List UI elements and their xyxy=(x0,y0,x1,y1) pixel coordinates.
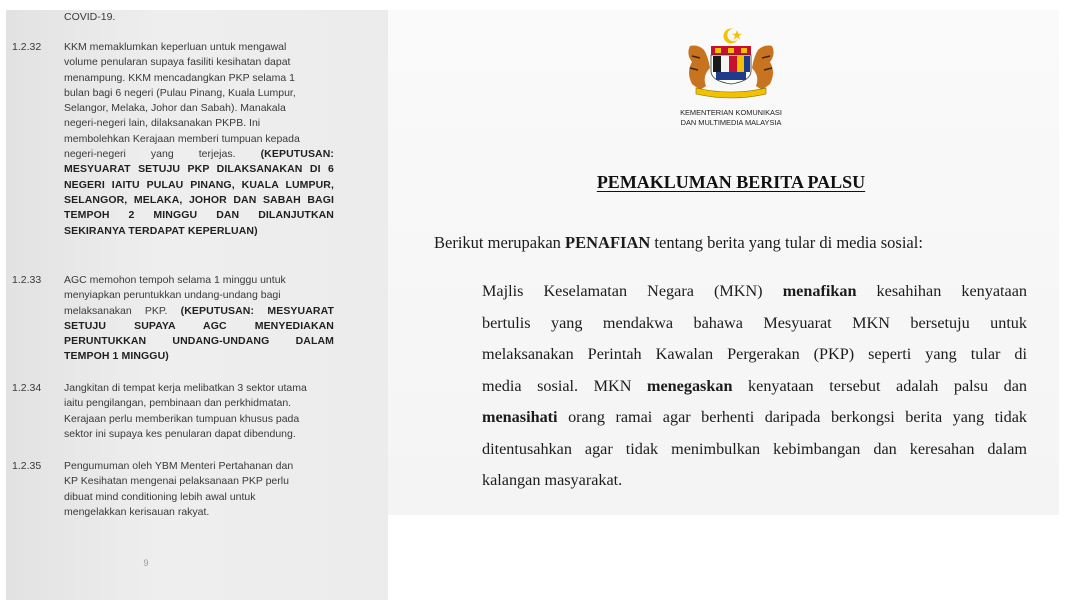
item-number: 1.2.33 xyxy=(12,274,42,286)
notice-heading: PEMAKLUMAN BERITA PALSU xyxy=(596,172,866,192)
item-number: 1.2.32 xyxy=(12,41,42,53)
item-text: Jangkitan di tempat kerja melibatkan 3 sektor utama iaitu pengilangan, pembinaan dan perkhidmatan. Kerajaan perlu memberikan tumpuan khusus pada sektor ini supaya kes penularan dapat dibendung. xyxy=(64,382,307,440)
malaysia-coat-of-arms-icon xyxy=(676,26,786,100)
item-text: AGC memohon tempoh selama 1 minggu untuk menyiapkan peruntukkan undang-undang bagi melaksanakan PKP. (KEPUTUSAN: MESYUARAT SETUJU SUPAYA AGC MENYEDIAKAN PERUNTUKKAN UNDANG-UNDANG DALAM TEMPOH 1 MINGGU) xyxy=(64,274,334,363)
item-number: 1.2.35 xyxy=(12,460,42,472)
ministry-name: KEMENTERIAN KOMUNIKASI DAN MULTIMEDIA MALAYSIA xyxy=(680,108,782,127)
fake-news-notice xyxy=(388,10,1059,515)
notice-body: Majlis Keselamatan Negara (MKN) menafikan kesahihan kenyataan bertulis yang mendakwa bahawa Mesyuarat MKN bersetuju untuk melaksanakan Perintah Kawalan Pergerakan (PKP) seperti yang tular di media sosial. MKN menegaskan kenyataan tersebut adalah palsu dan menasihati orang ramai agar berhenti daripada berkongsi berita yang tidak ditentusahkan agar tidak menimbulkan kebimbangan dan keresahan dalam kalangan masyarakat. xyxy=(482,282,1028,489)
decision-text: (KEPUTUSAN: MESYUARAT SETUJU PKP DILAKSANAKAN DI 6 NEGERI IAITU PULAU PINANG, KUALA LUMPUR, SELANGOR, MELAKA, JOHOR DAN SABAH BAGI TEMPOH 2 MINGGU DAN DILANJUTKAN SEKIRANYA TERDAPAT KEPERLUAN) xyxy=(64,148,335,237)
item-text: Pengumuman oleh YBM Menteri Pertahanan dan KP Kesihatan mengenai pelaksanaan PKP perlu dibuat mind conditioning lebih awal untuk mengelakkan kerisauan rakyat. xyxy=(64,460,294,518)
decision-text: (KEPUTUSAN: MESYUARAT SETUJU SUPAYA AGC MENYEDIAKAN PERUNTUKKAN UNDANG-UNDANG DALAM TEMPOH 1 MINGGU) xyxy=(64,304,334,363)
notice-intro: Berikut merupakan PENAFIAN tentang berita yang tular di media sosial: xyxy=(434,233,923,252)
page-number: 9 xyxy=(143,558,149,568)
top-fragment: COVID-19. xyxy=(64,11,116,23)
item-number: 1.2.34 xyxy=(12,382,42,394)
item-text: KKM memaklumkan keperluan untuk mengawal volume penularan supaya fasiliti kesihatan dapat menampung. KKM mencadangkan PKP selama 1 bulan bagi 6 negeri (Pulau Pinang, Kuala Lumpur, Selangor, Melaka, Johor dan Sabah). Manakala negeri-negeri lain, dilaksanakan PKPB. Ini membolehkan Kerajaan memberi tumpuan kepada negeri-negeri yang terjejas. (KEPUTUSAN: MESYUARAT SETUJU PKP DILAKSANAKAN DI 6 NEGERI IAITU PULAU PINANG, KUALA LUMPUR, SELANGOR, MELAKA, JOHOR DAN SABAH BAGI TEMPOH 2 MINGGU DAN DILANJUTKAN SEKIRANYA TERDAPAT KEPERLUAN) xyxy=(64,41,335,237)
meeting-minutes-page xyxy=(6,10,388,600)
